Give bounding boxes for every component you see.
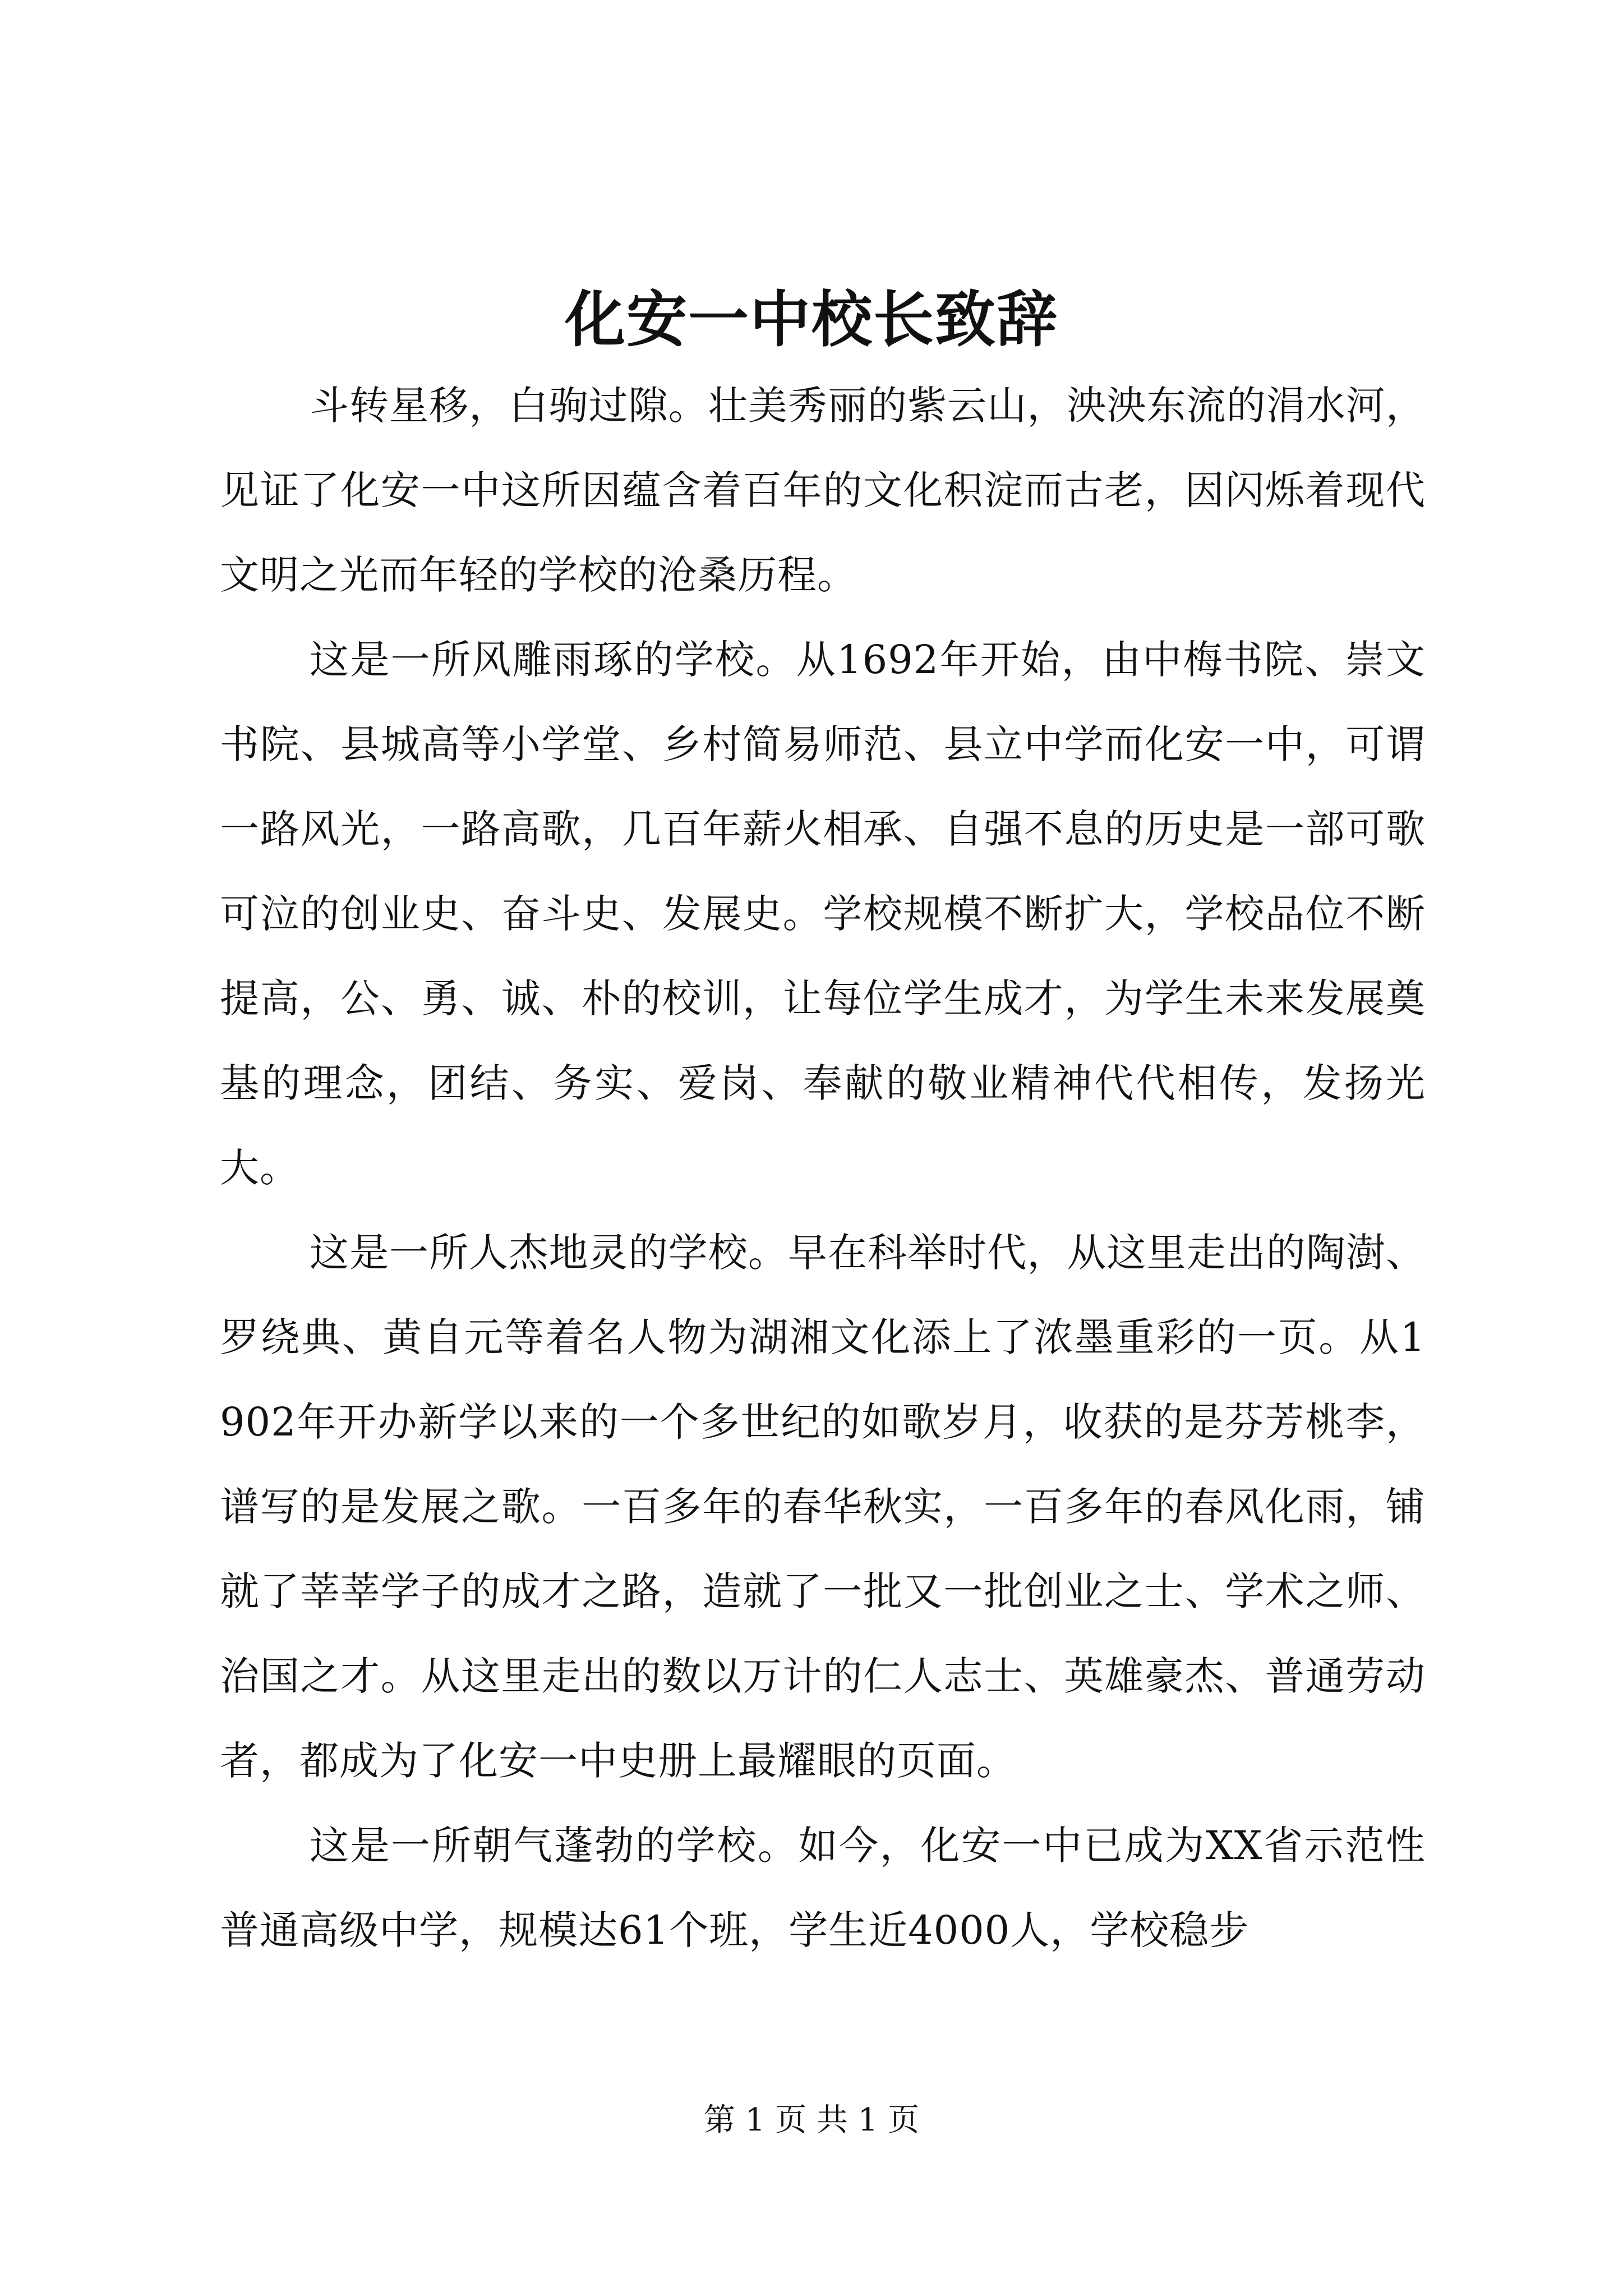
paragraph: 这是一所风雕雨琢的学校。从1692年开始，由中梅书院、崇文书院、县城高等小学堂、乡村简易师范、县立中学而化安一中，可谓一路风光，一路高歌，几百年薪火相承、自强不息的历史是一部可歌可泣的创业史、奋斗史、发展史。学校规模不断扩大，学校品位不断提高，公、勇、诚、朴的校训，让每位学生成才，为学生未来发展奠基的理念，团结、务实、爱岗、奉献的敬业精神代代相传，发扬光大。 xyxy=(220,637,1426,1191)
paragraph: 斗转星移，白驹过隙。壮美秀丽的紫云山，泱泱东流的涓水河，见证了化安一中这所因蕴含着百年的文化积淀而古老，因闪烁着现代文明之光而年轻的学校的沧桑历程。 xyxy=(220,383,1426,598)
page-number-footer: 第 1 页 共 1 页 xyxy=(703,2102,920,2138)
document-title: 化安一中校长致辞 xyxy=(564,284,1058,355)
paragraph: 这是一所朝气蓬勃的学校。如今，化安一中已成为XX省示范性普通高级中学，规模达61个班，学生近4000人，学校稳步 xyxy=(220,1823,1426,1953)
document-body xyxy=(220,364,1426,1973)
paragraph: 这是一所人杰地灵的学校。早在科举时代，从这里走出的陶澍、罗绕典、黄自元等着名人物为湖湘文化添上了浓墨重彩的一页。从1902年开办新学以来的一个多世纪的如歌岁月，收获的是芬芳桃李，谱写的是发展之歌。一百多年的春华秋实，一百多年的春风化雨，铺就了莘莘学子的成才之路，造就了一批又一批创业之士、学术之师、治国之才。从这里走出的数以万计的仁人志士、英雄豪杰、普通劳动者，都成为了化安一中史册上最耀眼的页面。 xyxy=(220,1230,1426,1784)
